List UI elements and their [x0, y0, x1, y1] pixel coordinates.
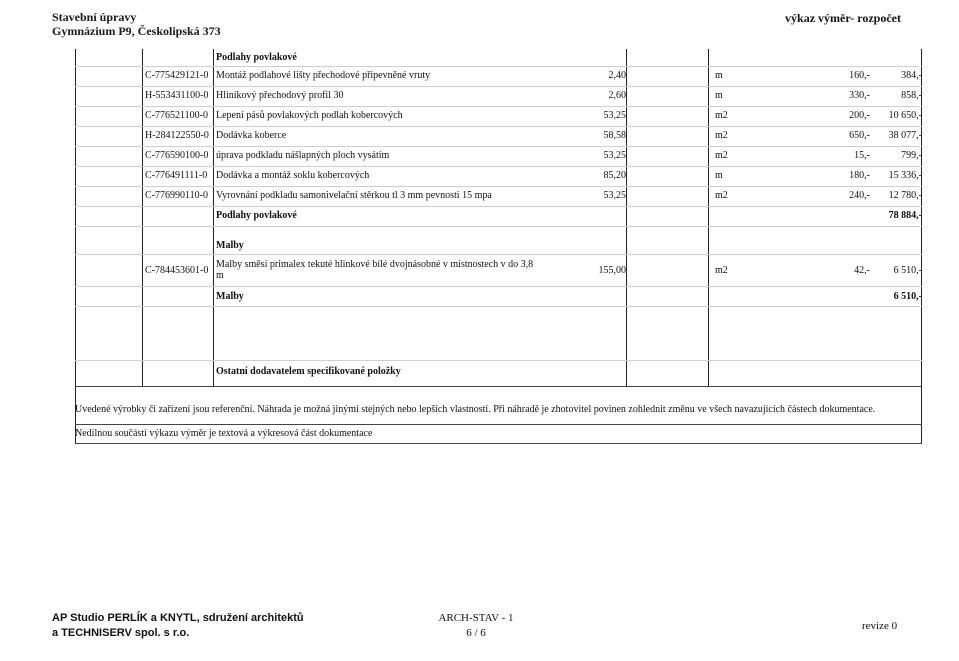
item-total: 15 336,- [888, 170, 922, 181]
item-description: Hliníkový přechodový profil 30 [216, 90, 344, 101]
table-row [75, 106, 924, 126]
row-rule [75, 360, 922, 361]
document-type: výkaz výměr- rozpočet [785, 11, 901, 25]
item-unit: m [715, 170, 723, 181]
item-unit: m [715, 70, 723, 81]
table-row [75, 186, 924, 206]
item-code: C-776990110-0 [145, 190, 208, 201]
item-quantity: 85,20 [603, 170, 626, 181]
item-description: úprava podkladu nášlapných ploch vysátím [216, 150, 390, 161]
footer-company-line: AP Studio PERLÍK a KNYTL, sdružení architektů [52, 612, 304, 624]
reference-note: Uvedené výrobky či zařízení jsou referenční. Náhrada je možná jinými stejných nebo lepších vlastností. Při náhradě je zhotovitel povinen zohlednit změnu ve všech navazujících částech dokumentace. [75, 404, 876, 415]
item-total: 384,- [901, 70, 922, 81]
item-quantity: 2,40 [608, 70, 626, 81]
section-header-row [75, 362, 924, 382]
item-unit: m2 [715, 265, 728, 276]
row-rule [75, 386, 922, 387]
item-description-line: m [216, 270, 224, 281]
item-unit-price: 240,- [849, 190, 870, 201]
item-unit: m2 [715, 110, 728, 121]
table-row [75, 66, 924, 86]
item-description: Lepení pásů povlakových podlah kobercových [216, 110, 403, 121]
section-sum-row [75, 287, 924, 307]
section-sum-total: 78 884,- [888, 210, 922, 221]
section-header-row [75, 236, 924, 256]
item-unit: m2 [715, 130, 728, 141]
row-rule [75, 424, 922, 425]
document-code: ARCH-STAV - 1 [438, 612, 514, 624]
item-unit-price: 200,- [849, 110, 870, 121]
footer-company-line: a TECHNISERV spol. s r.o. [52, 627, 190, 639]
item-code: H-284122550-0 [145, 130, 209, 141]
item-unit-price: 15,- [854, 150, 870, 161]
item-code: H-553431100-0 [145, 90, 209, 101]
section-sum-total: 6 510,- [893, 291, 922, 302]
item-code: C-776590100-0 [145, 150, 209, 161]
table-row [75, 146, 924, 166]
section-header-row [75, 48, 924, 68]
table-row [75, 166, 924, 186]
item-unit-price: 180,- [849, 170, 870, 181]
item-unit: m [715, 90, 723, 101]
item-quantity: 155,00 [598, 265, 626, 276]
item-unit: m2 [715, 190, 728, 201]
item-code: C-776491111-0 [145, 170, 208, 181]
item-code: C-775429121-0 [145, 70, 209, 81]
item-description: Dodávka a montáž soklu kobercových [216, 170, 370, 181]
item-unit: m2 [715, 150, 728, 161]
item-unit-price: 330,- [849, 90, 870, 101]
item-description: Vyrovnání podkladu samonivelační stěrkou tl 3 mm pevnosti 15 mpa [216, 190, 492, 201]
item-quantity: 2,60 [608, 90, 626, 101]
row-rule [75, 226, 922, 227]
item-description: Montáž podlahové lišty přechodové připevněné vruty [216, 70, 431, 81]
item-quantity: 53,25 [603, 190, 626, 201]
section-sum-label: Malby [216, 291, 244, 302]
item-total: 12 780,- [888, 190, 922, 201]
item-unit-price: 160,- [849, 70, 870, 81]
item-total: 6 510,- [893, 265, 922, 276]
page-number: 6 / 6 [466, 627, 486, 639]
section-title: Ostatní dodavatelem specifikované položky [216, 366, 401, 377]
item-total: 10 650,- [888, 110, 922, 121]
item-description [216, 259, 533, 281]
item-description: Dodávka koberce [216, 130, 287, 141]
item-code: C-776521100-0 [145, 110, 208, 121]
item-quantity: 53,25 [603, 110, 626, 121]
item-quantity: 53,25 [603, 150, 626, 161]
item-quantity: 58,58 [603, 130, 626, 141]
row-rule [75, 443, 922, 444]
revision-label: revize 0 [862, 620, 898, 632]
table-row [75, 86, 924, 106]
project-location: Gymnázium P9, Českolipská 373 [52, 24, 221, 38]
footer-company [52, 611, 304, 641]
section-sum-row [75, 206, 924, 226]
documentation-note: Nedílnou součástí výkazu výměr je textová a výkresová část dokumentace [75, 428, 373, 439]
table-row [75, 256, 924, 286]
item-code: C-784453601-0 [145, 265, 209, 276]
item-description-line: Malby směsí primalex tekuté hlinkové bílé dvojnásobné v místnostech v do 3,8 [216, 259, 534, 270]
document-header [52, 10, 221, 38]
item-total: 799,- [901, 150, 922, 161]
section-title: Malby [216, 240, 244, 251]
item-unit-price: 650,- [849, 130, 870, 141]
section-sum-label: Podlahy povlakové [216, 210, 297, 221]
project-title: Stavební úpravy [52, 10, 137, 24]
section-title: Podlahy povlakové [216, 52, 297, 63]
footer-document [436, 611, 516, 641]
item-unit-price: 42,- [854, 265, 870, 276]
table-row [75, 126, 924, 146]
item-total: 858,- [901, 90, 922, 101]
item-total: 38 077,- [888, 130, 922, 141]
